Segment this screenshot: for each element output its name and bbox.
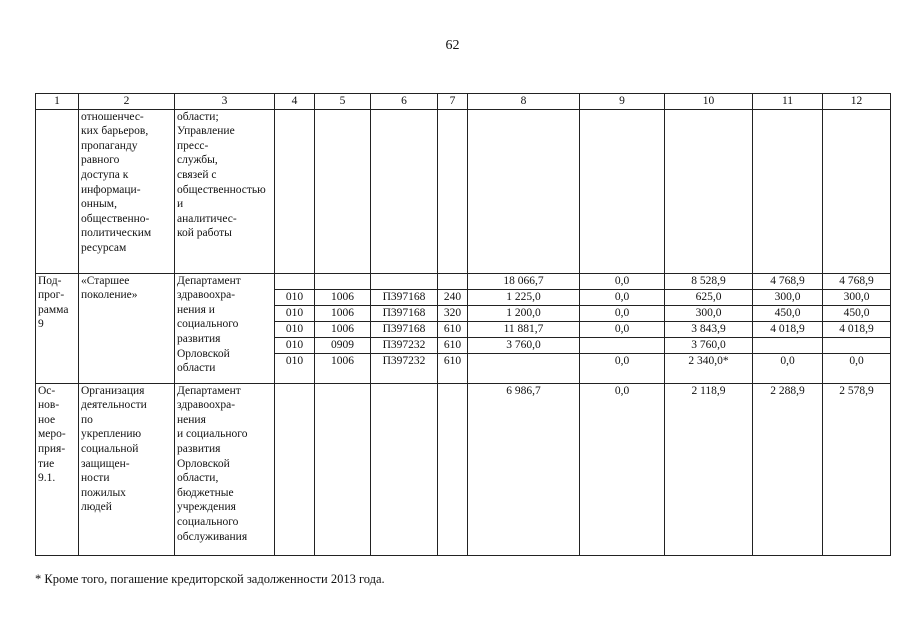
footnote: * Кроме того, погашение кредиторской задолженности 2013 года. xyxy=(35,572,385,586)
table-cell xyxy=(438,383,468,555)
budget-table xyxy=(35,93,891,556)
table-cell: 2 288,9 xyxy=(753,383,823,555)
subprogram-row xyxy=(36,273,891,289)
table-cell: П397232 xyxy=(371,337,438,353)
table-cell: 610 xyxy=(438,337,468,353)
subprogram-executor-cell xyxy=(175,273,275,383)
table-cell: 0909 xyxy=(315,337,371,353)
table-cell: 4 018,9 xyxy=(823,321,891,337)
page-number: 62 xyxy=(445,38,460,53)
table-cell: 2 340,0* xyxy=(665,353,753,383)
table-cell: 4 768,9 xyxy=(753,273,823,289)
table-cell xyxy=(275,273,315,289)
table-cell xyxy=(371,383,438,555)
table-cell xyxy=(468,109,580,273)
table-cell xyxy=(468,353,580,383)
header-cell: 4 xyxy=(275,94,315,110)
measure-executor: Департамент здравоохра- нения и социального развития Орловской области, бюджетные учреждения социального обслуживания xyxy=(177,384,248,543)
table-cell xyxy=(315,383,371,555)
table-cell: 3 760,0 xyxy=(665,337,753,353)
table-cell: 010 xyxy=(275,321,315,337)
subprogram-executor: Департамент здравоохра- нения и социального развития Орловской области xyxy=(177,274,241,375)
header-cell: 3 xyxy=(175,94,275,110)
table-header-row xyxy=(36,94,891,110)
table-cell: 1006 xyxy=(315,305,371,321)
table-cell xyxy=(753,337,823,353)
table-cell: 6 986,7 xyxy=(468,383,580,555)
table-cell: 240 xyxy=(438,289,468,305)
table-cell: П397168 xyxy=(371,305,438,321)
table-cell: 625,0 xyxy=(665,289,753,305)
table-cell xyxy=(753,109,823,273)
table-cell xyxy=(79,109,175,273)
table-cell: 1006 xyxy=(315,321,371,337)
table-cell: 4 018,9 xyxy=(753,321,823,337)
table-cell: 0,0 xyxy=(823,353,891,383)
table-cell: 3 843,9 xyxy=(665,321,753,337)
table-cell xyxy=(315,273,371,289)
subprogram-label-cell xyxy=(36,273,79,383)
table-cell: 18 066,7 xyxy=(468,273,580,289)
table-cell: 0,0 xyxy=(580,353,665,383)
subprogram-label: Под- прог- рамма 9 xyxy=(38,274,69,331)
table-cell: 2 118,9 xyxy=(665,383,753,555)
table-cell xyxy=(315,109,371,273)
table-cell: 010 xyxy=(275,337,315,353)
table-cell: 0,0 xyxy=(580,305,665,321)
header-cell: 6 xyxy=(371,94,438,110)
table-cell: 320 xyxy=(438,305,468,321)
table-cell: 0,0 xyxy=(580,321,665,337)
measure-name: Организация деятельности по укреплению социальной защищен- ности пожилых людей xyxy=(81,384,147,514)
table-cell xyxy=(371,273,438,289)
header-cell: 5 xyxy=(315,94,371,110)
table-cell: 0,0 xyxy=(580,383,665,555)
table-cell xyxy=(438,109,468,273)
table-cell: 2 578,9 xyxy=(823,383,891,555)
table-cell xyxy=(665,109,753,273)
table-cell: П397232 xyxy=(371,353,438,383)
table-cell xyxy=(371,109,438,273)
table-cell: 0,0 xyxy=(580,289,665,305)
table-cell: 300,0 xyxy=(753,289,823,305)
table-cell xyxy=(36,109,79,273)
table-cell xyxy=(275,109,315,273)
measure-executor-cell xyxy=(175,383,275,555)
header-cell: 12 xyxy=(823,94,891,110)
table-cell: 610 xyxy=(438,321,468,337)
measure-name-cell xyxy=(79,383,175,555)
table-cell: 1006 xyxy=(315,353,371,383)
table-cell xyxy=(823,337,891,353)
table-cell: 3 760,0 xyxy=(468,337,580,353)
table-cell xyxy=(580,337,665,353)
header-cell: 11 xyxy=(753,94,823,110)
table-cell: 010 xyxy=(275,289,315,305)
table-cell: 1 200,0 xyxy=(468,305,580,321)
table-cell: 300,0 xyxy=(823,289,891,305)
table-cell: 8 528,9 xyxy=(665,273,753,289)
table-cell: 0,0 xyxy=(753,353,823,383)
header-cell: 2 xyxy=(79,94,175,110)
subprogram-name-cell xyxy=(79,273,175,383)
table-cell: П397168 xyxy=(371,321,438,337)
header-cell: 1 xyxy=(36,94,79,110)
table-cell: 010 xyxy=(275,305,315,321)
table-cell xyxy=(438,273,468,289)
table-cell: 450,0 xyxy=(753,305,823,321)
table-cell: 1 225,0 xyxy=(468,289,580,305)
table-cell: 11 881,7 xyxy=(468,321,580,337)
continued-description: отношенчес- ких барьеров, пропаганду равного доступа к информаци- онным, общественно- политическим ресурсам xyxy=(81,110,152,254)
header-cell: 10 xyxy=(665,94,753,110)
continued-executor: области; Управление пресс- службы, связей с общественностью и аналитичес- кой работы xyxy=(177,110,266,240)
header-cell: 7 xyxy=(438,94,468,110)
table-cell: 450,0 xyxy=(823,305,891,321)
table-cell xyxy=(175,109,275,273)
table-cell: П397168 xyxy=(371,289,438,305)
table-cell: 4 768,9 xyxy=(823,273,891,289)
table-cell: 610 xyxy=(438,353,468,383)
measure-label: Ос- нов- ное меро- прия- тие 9.1. xyxy=(38,384,66,485)
header-cell: 8 xyxy=(468,94,580,110)
measure-row xyxy=(36,383,891,555)
table-cell: 010 xyxy=(275,353,315,383)
measure-label-cell xyxy=(36,383,79,555)
table-cell xyxy=(275,383,315,555)
table-cell xyxy=(580,109,665,273)
table-cell: 300,0 xyxy=(665,305,753,321)
table-cell: 1006 xyxy=(315,289,371,305)
subprogram-name: «Старшее поколение» xyxy=(81,274,138,302)
table-cell: 0,0 xyxy=(580,273,665,289)
table-row-continued xyxy=(36,109,891,273)
header-cell: 9 xyxy=(580,94,665,110)
table-cell xyxy=(823,109,891,273)
